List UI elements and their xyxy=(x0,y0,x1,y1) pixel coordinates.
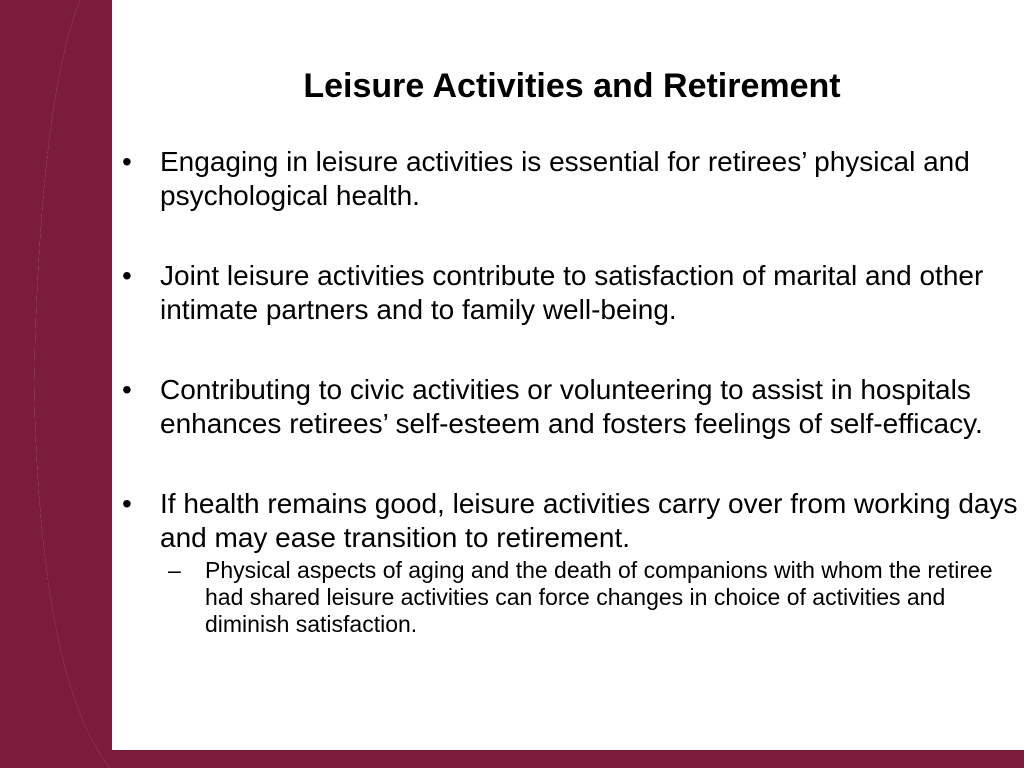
sub-bullet-item xyxy=(160,557,1018,638)
bullet-text: Joint leisure activities contribute to satisfaction of marital and other intimate partners and to family well-being. xyxy=(160,260,984,325)
slide-title: Leisure Activities and Retirement xyxy=(303,67,841,105)
bullet-item xyxy=(118,487,1018,638)
bullet-text: Contributing to civic activities or volunteering to assist in hospitals enhances retirees’ self-esteem and fosters feelings of self-efficacy. xyxy=(160,374,983,439)
bullet-text: Engaging in leisure activities is essential for retirees’ physical and psychological health. xyxy=(160,146,970,211)
bullet-marker: • xyxy=(122,146,132,177)
bullet-text: If health remains good, leisure activities carry over from working days and may ease transition to retirement. xyxy=(160,488,1018,553)
sub-bullet-marker: – xyxy=(168,557,181,583)
sub-bullet-text: Physical aspects of aging and the death of companions with whom the retiree had shared leisure activities can force changes in choice of activities and diminish satisfaction. xyxy=(205,557,993,637)
bullet-item xyxy=(118,145,1018,213)
sub-bullet-list xyxy=(160,557,1018,638)
bullet-marker: • xyxy=(122,488,132,519)
bullet-list xyxy=(118,145,1018,638)
bullet-item xyxy=(118,373,1018,441)
bullet-marker: • xyxy=(122,374,132,405)
bullet-marker: • xyxy=(122,260,132,291)
bullet-item xyxy=(118,259,1018,327)
